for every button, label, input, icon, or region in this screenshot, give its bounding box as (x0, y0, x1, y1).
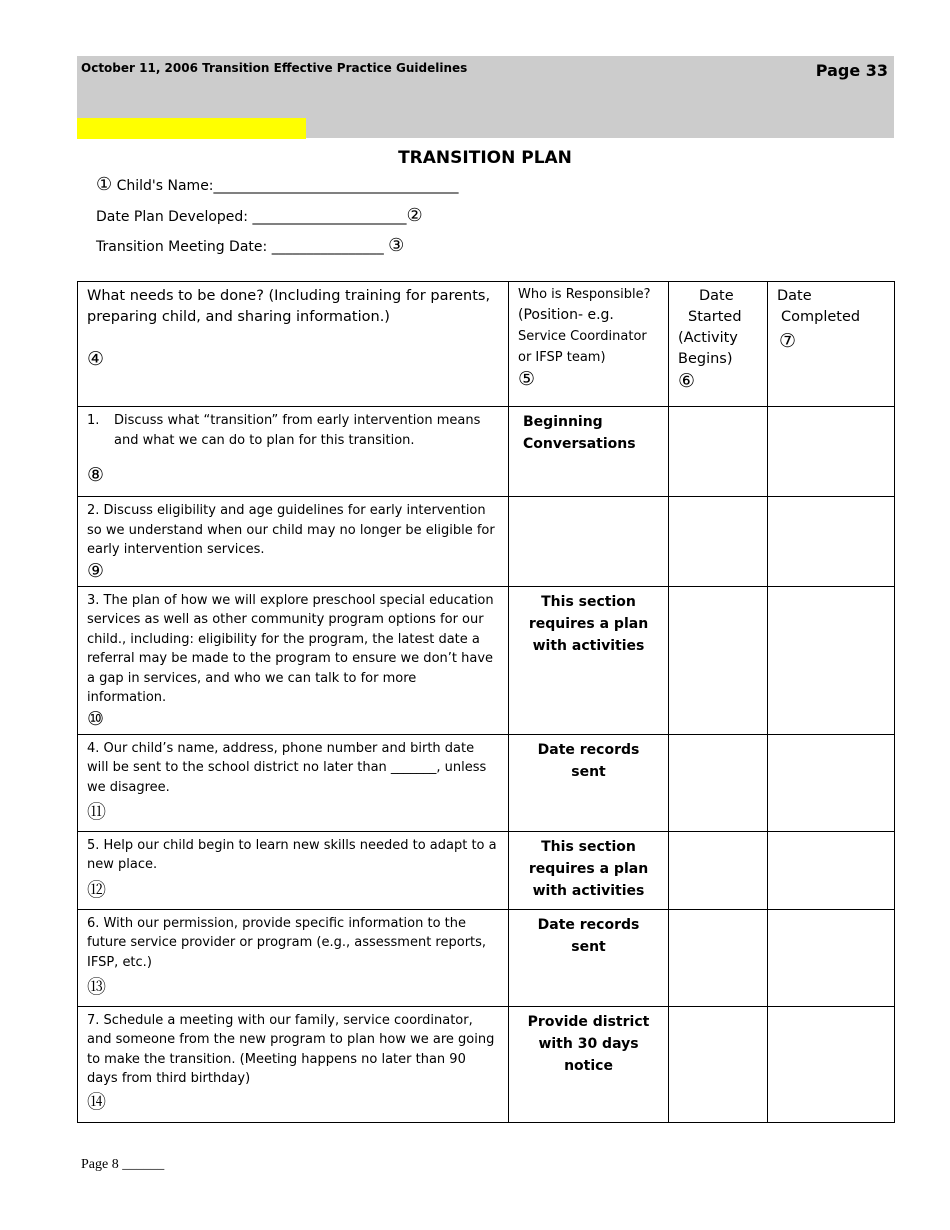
table-row (78, 1006, 895, 1122)
marker-9: ⑨ (87, 559, 105, 582)
marker-12: ⑫ (87, 878, 107, 901)
table-row (78, 831, 895, 909)
row-3-text: 3. The plan of how we will explore preschool special education services as well as other community program options for our child., including: eligibility for the program, the latest date a referral may be made to the program to ensure we don’t have a gap in services, and who we can talk to for more information. (87, 592, 494, 705)
date-plan-field[interactable] (96, 207, 423, 225)
marker-2: ② (406, 205, 423, 226)
table-row (78, 586, 895, 734)
header-started-line1: Date (699, 288, 734, 304)
row-3-date-started[interactable] (669, 586, 768, 734)
marker-13: ⑬ (87, 976, 107, 998)
table-row (78, 734, 895, 831)
row-7-task (78, 1006, 509, 1122)
table-row (78, 407, 895, 497)
marker-6: ⑥ (678, 370, 696, 392)
header-date-started (669, 282, 768, 407)
row-3-task (78, 586, 509, 734)
table-header-row (78, 282, 895, 407)
row-2-responsible[interactable] (509, 497, 669, 587)
row-5-text: 5. Help our child begin to learn new skills needed to adapt to a new place. (87, 837, 497, 872)
row-5-responsible[interactable] (509, 831, 669, 909)
child-name-field[interactable] (96, 176, 459, 194)
marker-8: ⑧ (87, 464, 105, 486)
table-row (78, 497, 895, 587)
row-4-task (78, 734, 509, 831)
row-1-text: Discuss what “transition” from early intervention means and what we can do to plan for this transition. (114, 413, 481, 448)
row-4-responsible-text: Date records sent (537, 741, 640, 780)
row-3-responsible-text: This section requires a plan with activities (528, 593, 649, 654)
meeting-date-label: Transition Meeting Date: (96, 239, 268, 255)
row-4-responsible[interactable] (509, 734, 669, 831)
header-started-line2: Started (688, 309, 742, 325)
header-started-line3: (Activity (678, 330, 738, 346)
row-2-date-started[interactable] (669, 497, 768, 587)
table-row (78, 909, 895, 1006)
row-1-date-completed[interactable] (768, 407, 895, 497)
row-2-date-completed[interactable] (768, 497, 895, 587)
header-completed-line2: Completed (781, 309, 861, 325)
row-7-date-completed[interactable] (768, 1006, 895, 1122)
row-1-date-started[interactable] (669, 407, 768, 497)
transition-plan-table (77, 281, 895, 1123)
date-plan-blank: ______________________ (252, 209, 407, 225)
row-1-responsible[interactable] (509, 407, 669, 497)
meeting-date-field[interactable] (96, 237, 404, 255)
row-6-date-started[interactable] (669, 909, 768, 1006)
row-7-text: 7. Schedule a meeting with our family, service coordinator, and someone from the new program to plan how we are going to make the transition. (Meeting happens no later than 90 days from third birthday) (87, 1012, 495, 1086)
header-started-line4: Begins) (678, 351, 733, 367)
marker-5: ⑤ (518, 368, 536, 390)
highlight-bar (77, 118, 306, 139)
row-4-date-started[interactable] (669, 734, 768, 831)
header-date-completed (768, 282, 895, 407)
row-7-responsible-text: Provide district with 30 days notice (527, 1013, 650, 1074)
marker-1: ① (96, 174, 113, 195)
header-who-line1: Who is Responsible? (518, 287, 651, 302)
row-7-date-started[interactable] (669, 1006, 768, 1122)
row-1-task-content (87, 411, 499, 450)
row-1-task (78, 407, 509, 497)
row-2-text: 2. Discuss eligibility and age guidelines for early intervention so we understand when our child may no longer be eligible for early intervention services. (87, 503, 495, 557)
marker-3: ③ (388, 235, 405, 256)
row-6-responsible[interactable] (509, 909, 669, 1006)
row-6-task (78, 909, 509, 1006)
row-1-responsible-text: Beginning Conversations (523, 414, 636, 452)
header-completed-line1: Date (777, 288, 812, 304)
date-plan-label: Date Plan Developed: (96, 209, 248, 225)
header-page-number: Page 33 (815, 61, 888, 80)
row-5-date-started[interactable] (669, 831, 768, 909)
row-3-responsible[interactable] (509, 586, 669, 734)
row-1-number: 1. (87, 413, 100, 428)
marker-4: ④ (87, 348, 105, 370)
header-what (78, 282, 509, 407)
row-3-date-completed[interactable] (768, 586, 895, 734)
header-who-line3: Service Coordinator (518, 329, 647, 344)
row-2-task (78, 497, 509, 587)
page-title: TRANSITION PLAN (398, 148, 572, 168)
row-6-text: 6. With our permission, provide specific information to the future service provider or program (e.g., assessment reports, IFSP, etc.) (87, 915, 487, 970)
marker-14: ⑭ (87, 1090, 107, 1113)
row-6-responsible-text: Date records sent (537, 916, 640, 955)
marker-10: ⑩ (87, 707, 105, 730)
row-4-text: 4. Our child’s name, address, phone number and birth date will be sent to the school district no later than _______, unless we disagree. (87, 740, 487, 795)
row-5-task (78, 831, 509, 909)
child-name-label: Child's Name: (116, 178, 214, 194)
header-what-text: What needs to be done? (Including training for parents, preparing child, and sharing information.) (87, 288, 491, 325)
row-4-date-completed[interactable] (768, 734, 895, 831)
row-7-responsible[interactable] (509, 1006, 669, 1122)
marker-7: ⑦ (779, 330, 797, 352)
footer-page-number: Page 8 ______ (81, 1157, 165, 1172)
header-doc-title: October 11, 2006 Transition Effective Practice Guidelines (81, 61, 468, 75)
row-5-date-completed[interactable] (768, 831, 895, 909)
header-who-line2: (Position- e.g. (518, 307, 614, 323)
marker-11: ⑪ (87, 801, 107, 823)
row-6-date-completed[interactable] (768, 909, 895, 1006)
child-name-blank: ___________________________________ (213, 178, 459, 194)
header-who (509, 282, 669, 407)
header-who-line4: or IFSP team) (518, 350, 606, 365)
row-5-responsible-text: This section requires a plan with activities (528, 838, 649, 899)
meeting-date-blank: ________________ (271, 239, 384, 255)
